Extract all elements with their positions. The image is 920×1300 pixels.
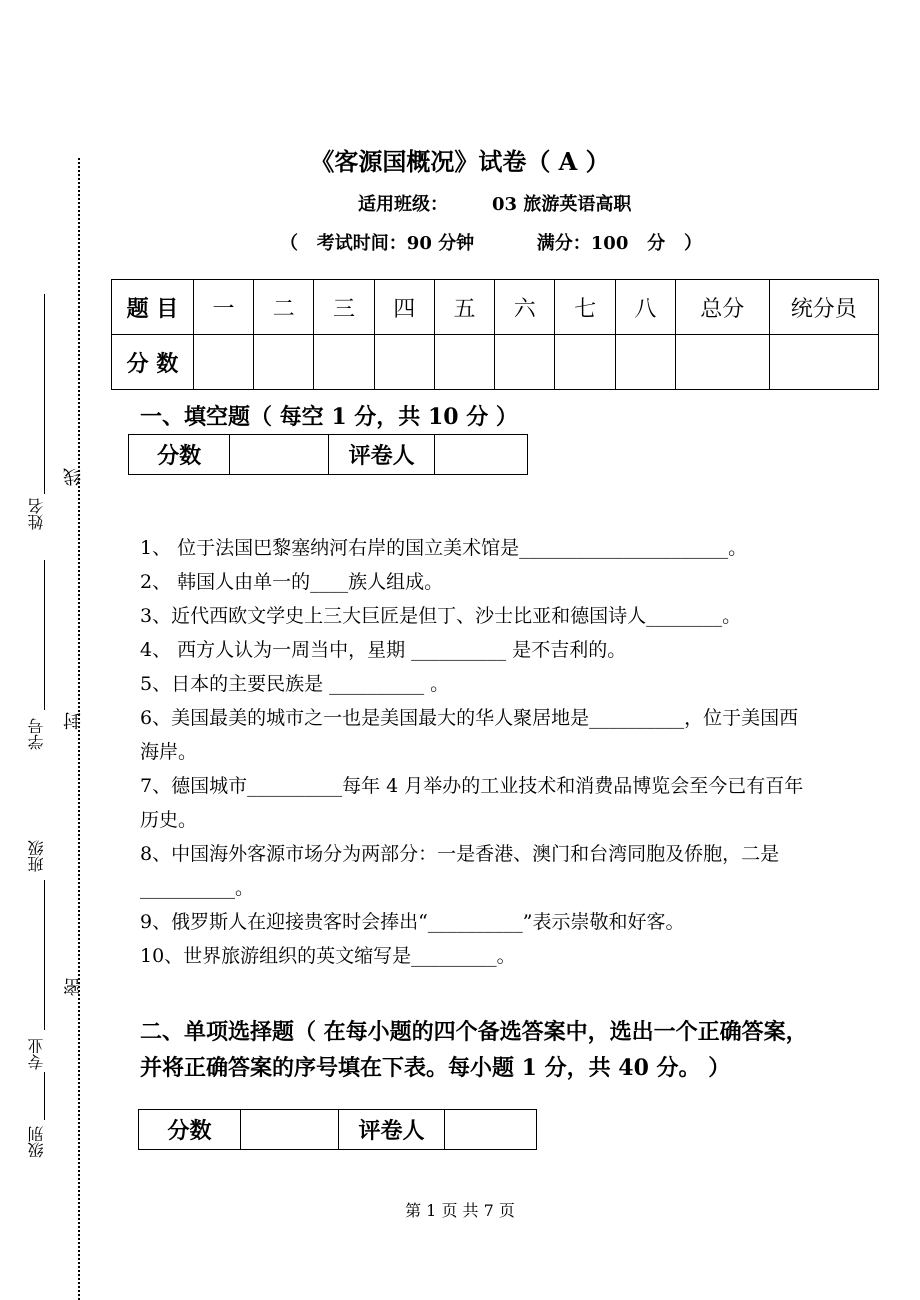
major-fill-line [44, 880, 45, 1030]
level-fill-line [44, 1072, 45, 1120]
score-table-header-cell: 六 [495, 280, 555, 335]
question-line: 2、 韩国人由单一的____族人组成。 [140, 571, 444, 593]
exam-title: 《客源国概况》试卷（ A ） [310, 147, 610, 176]
score-cell[interactable] [615, 335, 675, 390]
score-table-header-cell: 总分 [675, 280, 769, 335]
question-line: 10、世界旅游组织的英文缩写是_________。 [140, 945, 516, 967]
question-line: 5、日本的主要民族是 __________ 。 [140, 673, 450, 695]
score-table-header-cell: 四 [374, 280, 434, 335]
seal-feng-char: 封 [63, 712, 84, 730]
grader-score-label: 分数 [129, 435, 230, 475]
page-footer: 第 1 页 共 7 页 [405, 1201, 515, 1220]
name-fill-line [44, 294, 45, 494]
section1-heading: 一、填空题（ 每空 1 分，共 10 分 ） [140, 404, 518, 430]
grader-reviewer-label: 评卷人 [339, 1110, 445, 1150]
section2-grader-table [138, 1109, 537, 1150]
score-table-header-cell: 三 [314, 280, 374, 335]
section2-heading-line2: 并将正确答案的序号填在下表。每小题 1 分，共 40 分。 ） [140, 1055, 731, 1081]
section2-heading [140, 1014, 808, 1086]
question-line: 1、 位于法国巴黎塞纳河右岸的国立美术馆是______________________。 [140, 537, 748, 559]
score-table-header-cell: 八 [615, 280, 675, 335]
score-table-row-label: 分 数 [112, 335, 194, 390]
score-cell[interactable] [495, 335, 555, 390]
score-cell[interactable] [193, 335, 253, 390]
applicable-class [358, 190, 631, 216]
question-line: 4、 西方人认为一周当中，星期 __________ 是不吉利的。 [140, 639, 627, 661]
grader-score-label: 分数 [139, 1110, 241, 1150]
class-label: 班级 [27, 840, 46, 872]
student-id-fill-line [44, 560, 45, 710]
question-line: 7、德国城市__________每年 4 月举办的工业技术和消费品博览会至今已有百年 [140, 775, 804, 797]
score-cell[interactable] [434, 335, 494, 390]
name-label: 姓名 [27, 498, 46, 530]
score-cell[interactable] [254, 335, 314, 390]
question-line: 海岸。 [140, 741, 198, 763]
score-table-score-row [112, 335, 879, 390]
grader-score-cell[interactable] [230, 435, 329, 475]
question-line: 6、美国最美的城市之一也是美国最大的华人聚居地是__________，位于美国西 [140, 707, 799, 729]
section2-heading-line1: 二、单项选择题（ 在每小题的四个备选答案中，选出一个正确答案， [140, 1019, 808, 1045]
question-line: 历史。 [140, 809, 198, 831]
grader-reviewer-label: 评卷人 [329, 435, 434, 475]
student-id-label: 学号 [27, 718, 46, 750]
question-line: __________。 [140, 877, 255, 899]
question-line: 9、俄罗斯人在迎接贵客时会捧出“__________”表示崇敬和好客。 [140, 911, 685, 933]
section1-grader-table [128, 434, 528, 475]
seal-mi-char: 密 [63, 978, 84, 996]
score-table-header-cell: 二 [254, 280, 314, 335]
score-cell[interactable] [314, 335, 374, 390]
score-cell[interactable] [769, 335, 878, 390]
score-table-header-cell: 五 [434, 280, 494, 335]
major-label: 专业 [27, 1038, 46, 1070]
grader-score-cell[interactable] [241, 1110, 339, 1150]
question-line: 8、中国海外客源市场分为两部分：一是香港、澳门和台湾同胞及侨胞，二是 [140, 843, 780, 865]
score-cell[interactable] [555, 335, 615, 390]
level-label: 级别 [27, 1126, 46, 1158]
score-summary-table [111, 279, 879, 390]
score-cell[interactable] [675, 335, 769, 390]
grader-reviewer-cell[interactable] [434, 435, 527, 475]
question-line: 3、近代西欧文学史上三大巨匠是但丁、沙士比亚和德国诗人________。 [140, 605, 742, 627]
seal-line-char: 线 [63, 468, 84, 486]
question-list [140, 531, 880, 973]
score-table-header-cell: 一 [193, 280, 253, 335]
score-table-header-row [112, 280, 879, 335]
grader-reviewer-cell[interactable] [445, 1110, 537, 1150]
class-label: 适用班级： [358, 194, 448, 215]
class-value: 03 旅游英语高职 [492, 194, 632, 215]
score-table-header-cell: 七 [555, 280, 615, 335]
score-table-header-cell: 统分员 [769, 280, 878, 335]
score-table-header-cell: 题 目 [112, 280, 194, 335]
exam-info: （ 考试时间：90 分钟 满分：100 分 ） [280, 233, 702, 254]
score-cell[interactable] [374, 335, 434, 390]
